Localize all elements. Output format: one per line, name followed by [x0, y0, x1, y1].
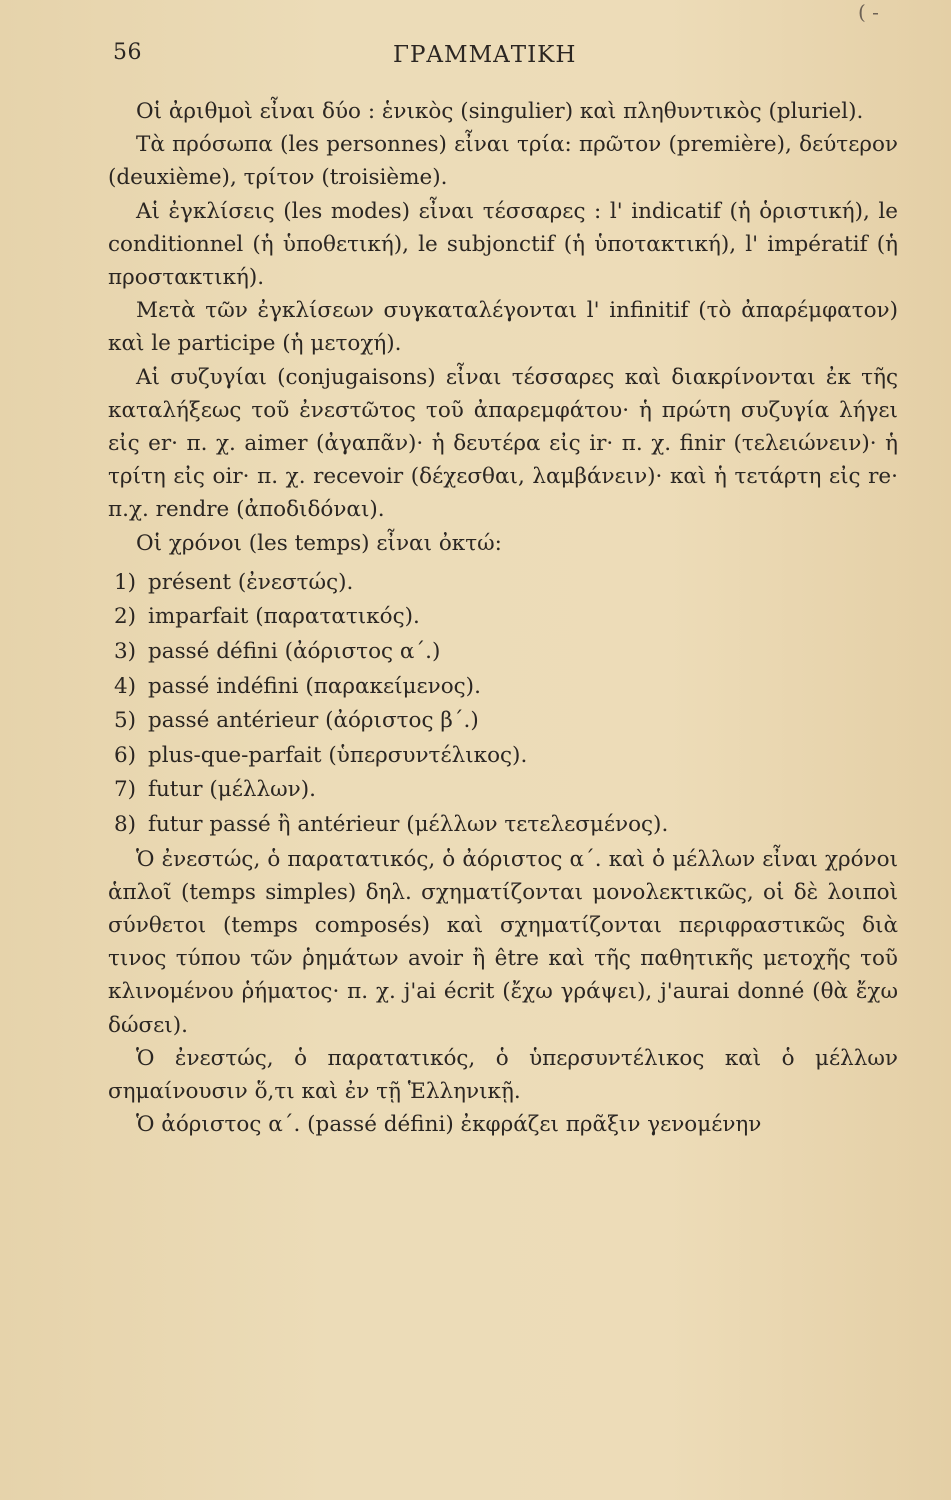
- paragraph-numbers: Οἱ ἀριθμοὶ εἶναι δύο : ἑνικὸς (singulier) καὶ πληθυντικὸς (pluriel).: [136, 99, 864, 124]
- page-header: [0, 0, 951, 80]
- list-number: 8): [114, 812, 137, 837]
- list-text: futur passé ἢ antérieur (μέλλων τετελεσμένος).: [148, 812, 669, 837]
- list-text: passé antérieur (ἀόριστος β΄.): [148, 708, 479, 734]
- page-body: [108, 95, 898, 1141]
- list-text: plus-que-parfait (ὑπερσυντέλικος).: [148, 742, 528, 768]
- list-number: 4): [114, 673, 137, 699]
- paragraph-conjugations: Αἱ συζυγίαι (conjugaisons) εἶναι τέσσαρες καὶ διακρίνονται ἐκ τῆς καταλήξεως τοῦ ἐνεστῶτος τοῦ ἀπαρεμφάτου· ἡ πρώτη συζυγία λήγει εἰς er· π. χ. aimer (ἀγαπᾶν)· ἡ δευτέρα εἰς ir· π. χ. finir (τελειώνειν)· ἡ τρίτη εἰς oir· π. χ. recevoir (δέχεσθαι, λαμβάνειν)· καὶ ἡ τετάρτη εἰς re· π.χ. rendre (ἀποδιδόναι).: [108, 364, 898, 523]
- paragraph-tenses-intro: Οἱ χρόνοι (les temps) εἶναι ὀκτώ:: [136, 530, 502, 556]
- paragraph-simple-compound: Ὁ ἐνεστώς, ὁ παρατατικός, ὁ ἀόριστος α΄. καὶ ὁ μέλλων εἶναι χρόνοι ἁπλοῖ (temps simples) δηλ. σχηματίζονται μονολεκτικῶς, οἱ δὲ λοιποὶ σύνθετοι (temps composés) καὶ σχηματίζονται περιφραστικῶς διὰ τινος τύπου τῶν ῥημάτων avoir ἢ être καὶ τῆς παθητικῆς μετοχῆς τοῦ κλινομένου ῥήματος· π. χ. j'ai écrit (ἔχω γράψει), j'aurai donné (θὰ ἔχω δώσει).: [108, 846, 898, 1038]
- paragraph-meaning: Ὁ ἐνεστώς, ὁ παρατατικός, ὁ ὑπερσυντέλικος καὶ ὁ μέλλων σημαίνουσιν ὅ,τι καὶ ἐν τῇ Ἑλληνικῇ.: [108, 1045, 898, 1105]
- list-number: 5): [114, 708, 137, 734]
- page-number: 56: [113, 40, 142, 65]
- paragraph-modes: Αἱ ἐγκλίσεις (les modes) εἶναι τέσσαρες : l' indicatif (ἡ ὁριστική), le conditionnel (ἡ ὑποθετική), le subjonctif (ἡ ὑποτακτική), l' impératif (ἡ προστακτική).: [108, 198, 898, 291]
- list-item: [108, 808, 898, 843]
- list-text: passé indéfini (παρακείμενος).: [148, 673, 481, 699]
- list-number: 3): [114, 639, 137, 665]
- list-item: [108, 739, 898, 774]
- list-item: [108, 670, 898, 705]
- list-number: 7): [114, 777, 137, 803]
- list-item: [108, 635, 898, 670]
- list-item: [108, 704, 898, 739]
- list-text: présent (ἐνεστώς).: [148, 569, 354, 595]
- list-number: 1): [114, 569, 137, 595]
- list-text: passé défini (ἀόριστος α΄.): [148, 639, 441, 665]
- tenses-list: [108, 566, 898, 843]
- paragraph-passe-defini: Ὁ ἀόριστος α΄. (passé défini) ἐκφράζει πρᾶξιν γενομένην: [136, 1112, 762, 1138]
- corner-mark: ( -: [858, 0, 879, 24]
- list-item: [108, 773, 898, 808]
- paragraph-persons: Τὰ πρόσωπα (les personnes) εἶναι τρία: πρῶτον (première), δεύτερον (deuxième), τρίτον (troisième).: [108, 132, 898, 191]
- list-text: imparfait (παρατατικός).: [148, 604, 420, 630]
- list-item: [108, 566, 898, 601]
- running-title: ΓΡΑΜΜΑΤΙΚΗ: [393, 42, 577, 68]
- paragraph-infinitive: Μετὰ τῶν ἐγκλίσεων συγκαταλέγονται l' infinitif (τὸ ἀπαρέμφατον) καὶ le participe (ἡ μετοχή).: [108, 298, 898, 357]
- list-number: 6): [114, 742, 137, 768]
- list-number: 2): [114, 604, 137, 630]
- list-item: [108, 600, 898, 635]
- list-text: futur (μέλλων).: [148, 777, 316, 803]
